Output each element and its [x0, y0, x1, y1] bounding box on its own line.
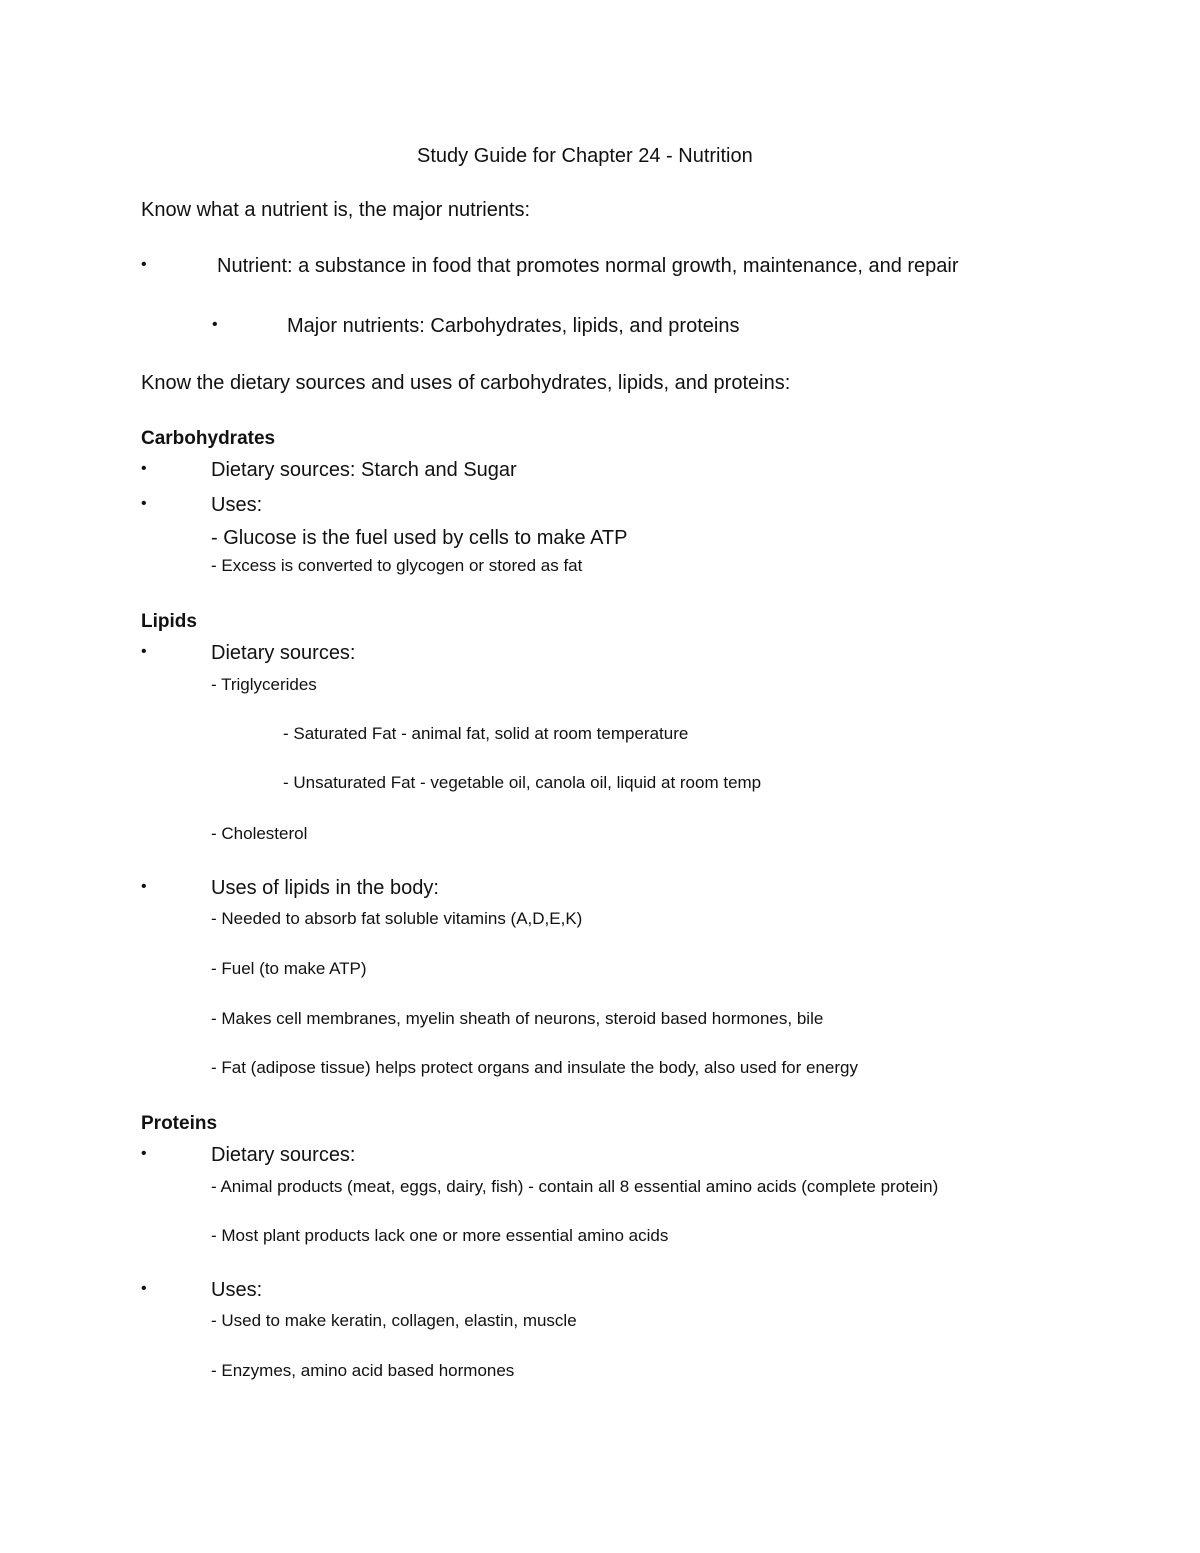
major-nutrients: Major nutrients: Carbohydrates, lipids, and proteins — [287, 315, 740, 337]
bullet-icon: • — [141, 878, 147, 895]
bullet-icon: • — [141, 256, 147, 273]
proteins-uses-label: Uses: — [211, 1279, 263, 1301]
bullet-icon: • — [141, 460, 147, 477]
proteins-heading: Proteins — [141, 1113, 218, 1134]
carbohydrates-use-glucose: - Glucose is the fuel used by cells to make ATP — [211, 527, 628, 549]
bullet-icon: • — [141, 643, 147, 660]
carbohydrates-use-excess: - Excess is converted to glycogen or stored as fat — [211, 556, 583, 575]
lipids-use-fuel: - Fuel (to make ATP) — [211, 959, 367, 978]
bullet-icon: • — [141, 1280, 147, 1297]
intro-prompt: Know what a nutrient is, the major nutrients: — [141, 199, 531, 221]
lipids-cholesterol: - Cholesterol — [211, 824, 308, 843]
lipids-unsaturated-fat: - Unsaturated Fat - vegetable oil, canola oil, liquid at room temp — [283, 773, 762, 792]
lipids-use-adipose: - Fat (adipose tissue) helps protect organs and insulate the body, also used for energy — [211, 1058, 859, 1077]
lipids-use-vitamins: - Needed to absorb fat soluble vitamins (A,D,E,K) — [211, 909, 583, 928]
lipids-sources-label: Dietary sources: — [211, 642, 356, 664]
lipids-heading: Lipids — [141, 611, 197, 632]
proteins-use-enzymes: - Enzymes, amino acid based hormones — [211, 1361, 515, 1380]
lipids-uses-label: Uses of lipids in the body: — [211, 877, 439, 899]
lipids-use-membranes: - Makes cell membranes, myelin sheath of neurons, steroid based hormones, bile — [211, 1009, 824, 1028]
proteins-source-plant: - Most plant products lack one or more essential amino acids — [211, 1226, 669, 1245]
sources-uses-prompt: Know the dietary sources and uses of carbohydrates, lipids, and proteins: — [141, 372, 791, 394]
carbohydrates-heading: Carbohydrates — [141, 428, 276, 449]
lipids-saturated-fat: - Saturated Fat - animal fat, solid at room temperature — [283, 724, 689, 743]
bullet-icon: • — [141, 1145, 147, 1162]
proteins-source-animal: - Animal products (meat, eggs, dairy, fish) - contain all 8 essential amino acids (complete protein) — [211, 1177, 939, 1196]
proteins-sources-label: Dietary sources: — [211, 1144, 356, 1166]
lipids-triglycerides: - Triglycerides — [211, 675, 317, 694]
nutrient-definition: Nutrient: a substance in food that promotes normal growth, maintenance, and repair — [217, 255, 959, 277]
carbohydrates-uses-label: Uses: — [211, 494, 263, 516]
proteins-use-structural: - Used to make keratin, collagen, elastin, muscle — [211, 1311, 577, 1330]
bullet-icon: • — [141, 495, 147, 512]
bullet-icon: • — [212, 316, 218, 333]
carbohydrates-sources: Dietary sources: Starch and Sugar — [211, 459, 517, 481]
page-title: Study Guide for Chapter 24 - Nutrition — [417, 145, 753, 167]
